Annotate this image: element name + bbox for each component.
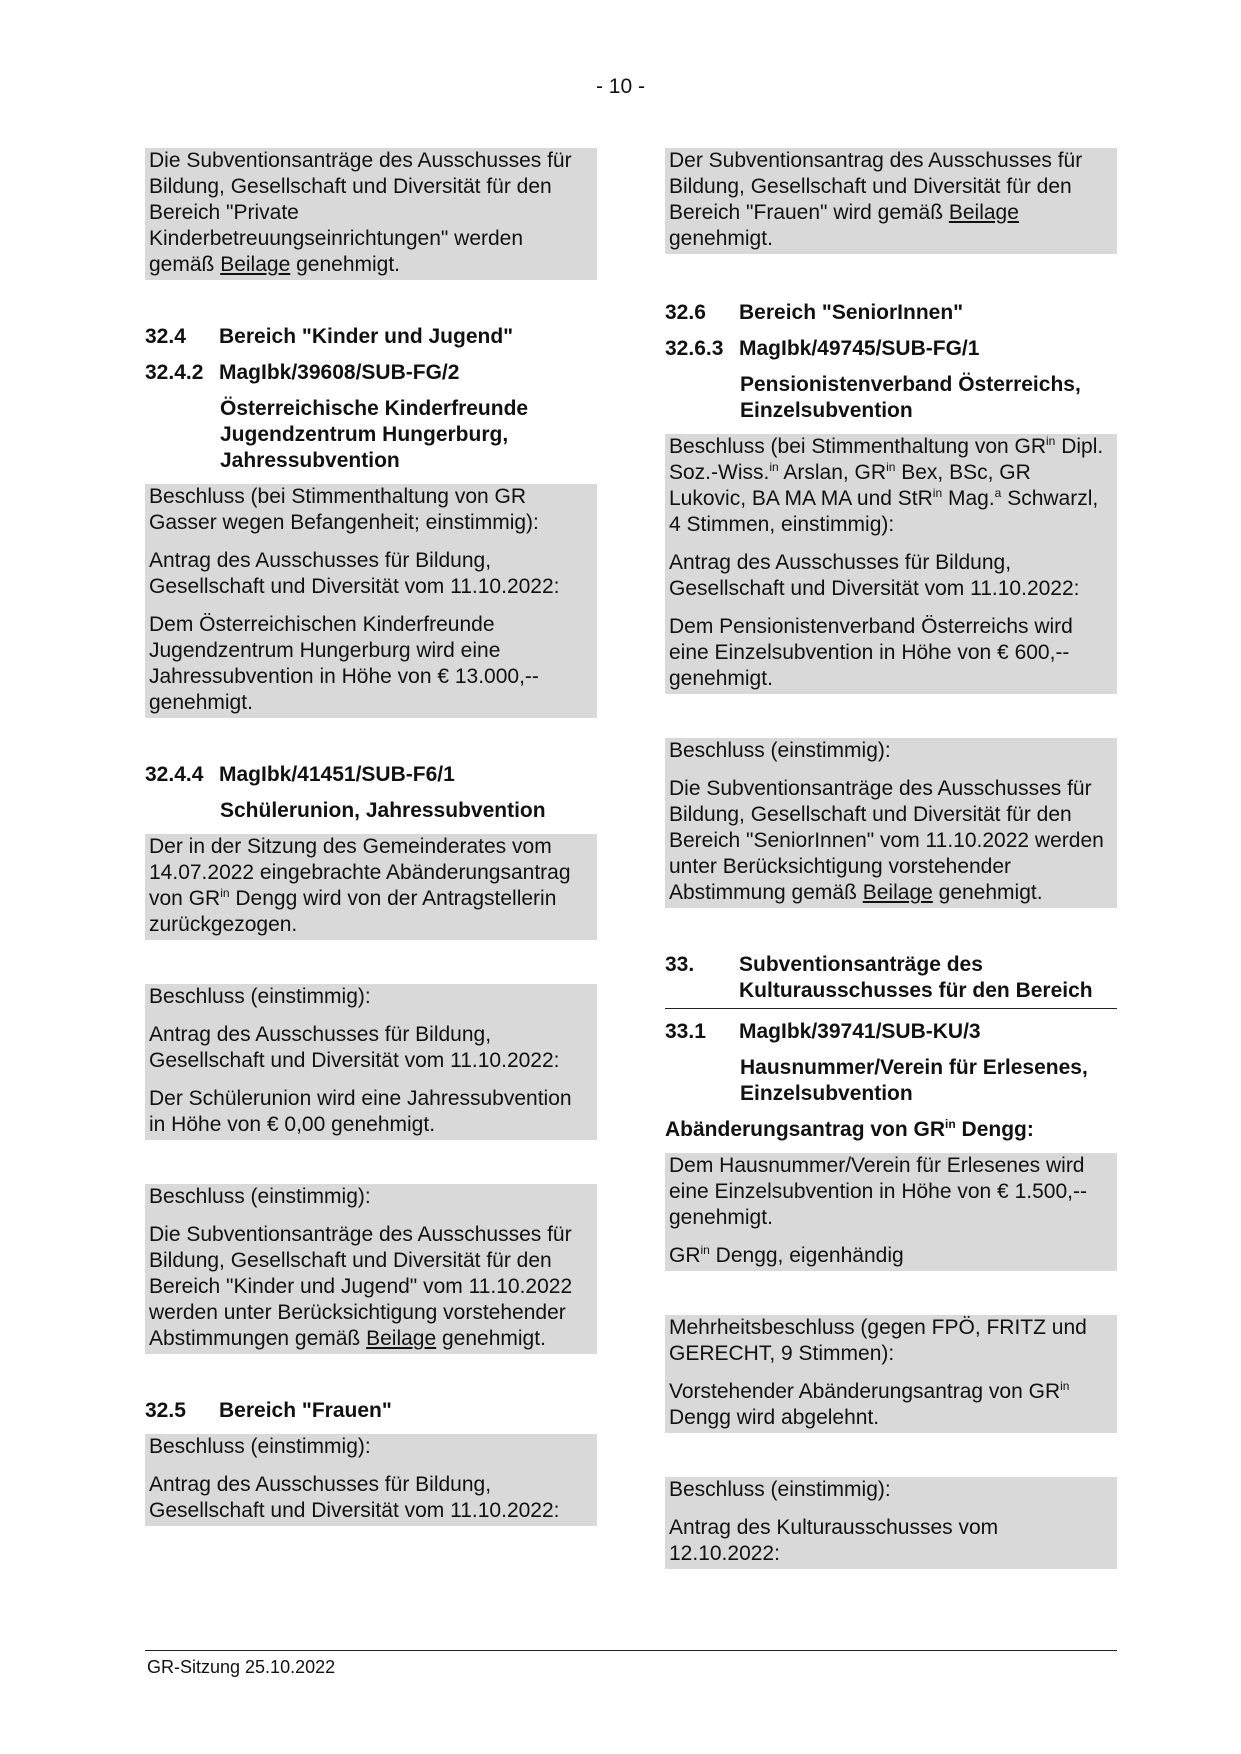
section-heading-32-4-4	[145, 762, 597, 788]
resolution-box-frauen-approval	[665, 148, 1117, 254]
section-subtitle: Hausnummer/Verein für Erlesenes, Einzelsubvention	[740, 1056, 1088, 1105]
paragraph: Die Subventionsanträge des Ausschusses für Bildung, Gesellschaft und Diversität für den Bereich "Private Kinderbetreuungseinrichtungen" werden gemäß Beilage genehmigt.	[149, 149, 572, 276]
section-number: 33.1	[665, 1020, 706, 1043]
section-title: MagIbk/39608/SUB-FG/2	[219, 361, 460, 384]
footer-divider	[145, 1650, 1117, 1651]
section-subtitle: Österreichische Kinderfreunde Jugendzentrum Hungerburg, Jahressubvention	[220, 397, 529, 472]
paragraph: Dem Österreichischen Kinderfreunde Jugendzentrum Hungerburg wird eine Jahressubvention in Höhe von € 13.000,-- genehmigt.	[149, 613, 539, 714]
resolution-box-kinder-jugend	[145, 1184, 597, 1354]
paragraph: Der in der Sitzung des Gemeinderates vom 14.07.2022 eingebrachte Abänderungsantrag von $GR^{in}$ Dengg wird von der Antragstellerin zurückgezogen.	[149, 835, 571, 936]
paragraph: Antrag des Ausschusses für Bildung, Gesellschaft und Diversität vom 11.10.2022:	[149, 1473, 560, 1522]
beilage-link[interactable]: Beilage	[862, 881, 933, 904]
section-number: 33.	[665, 953, 695, 976]
section-title: MagIbk/39741/SUB-KU/3	[739, 1020, 981, 1043]
page-number: - 10 -	[595, 75, 645, 98]
left-column	[145, 148, 597, 1526]
section-subtitle: Schülerunion, Jahressubvention	[220, 799, 546, 822]
resolution-box-pensionistenverband	[665, 434, 1117, 694]
beilage-link[interactable]: Beilage	[948, 201, 1019, 224]
paragraph: Beschluss (einstimmig):	[149, 1435, 371, 1458]
resolution-box-frauen	[145, 1434, 597, 1526]
paragraph: Beschluss (bei Stimmenthaltung von GR Gasser wegen Befangenheit; einstimmig):	[149, 485, 539, 534]
paragraph: Der Subventionsantrag des Ausschusses für Bildung, Gesellschaft und Diversität für den Bereich "Frauen" wird gemäß Beilage genehmigt.	[669, 149, 1083, 250]
beilage-link[interactable]: Beilage	[220, 253, 291, 276]
amendment-heading: Abänderungsantrag von $GR^{in}$ Dengg:	[665, 1117, 1034, 1141]
section-title: Bereich "Kinder und Jugend"	[219, 325, 514, 348]
paragraph: Beschluss (einstimmig):	[149, 1185, 371, 1208]
beilage-link[interactable]: Beilage	[366, 1327, 437, 1350]
section-heading-32-4-2	[145, 360, 597, 386]
resolution-box-private-childcare	[145, 148, 597, 280]
amendment-box	[665, 1153, 1117, 1271]
section-title: Bereich "SeniorInnen"	[739, 301, 964, 324]
section-heading-32-4	[145, 324, 597, 350]
paragraph: Beschluss (einstimmig):	[149, 985, 371, 1008]
section-title: MagIbk/41451/SUB-F6/1	[219, 763, 455, 786]
footer-session-date: GR-Sitzung 25.10.2022	[147, 1657, 336, 1677]
paragraph: Beschluss (einstimmig):	[669, 739, 891, 762]
paragraph: Dem Hausnummer/Verein für Erlesenes wird eine Einzelsubvention in Höhe von € 1.500,-- genehmigt.	[669, 1154, 1087, 1229]
paragraph: Die Subventionsanträge des Ausschusses für Bildung, Gesellschaft und Diversität für den Bereich "Kinder und Jugend" vom 11.10.2022 werden unter Berücksichtigung vorstehender Abstimmungen gemäß Beilage genehmigt.	[149, 1223, 573, 1350]
majority-resolution-box	[665, 1315, 1117, 1433]
resolution-box-seniorinnen	[665, 738, 1117, 908]
notice-box-amendment-withdrawn	[145, 834, 597, 940]
section-number: 32.6.3	[665, 337, 724, 360]
section-number: 32.4	[145, 325, 186, 348]
resolution-box-schuelerunion	[145, 984, 597, 1140]
paragraph: Antrag des Ausschusses für Bildung, Gesellschaft und Diversität vom 11.10.2022:	[669, 551, 1080, 600]
section-heading-32-6-3	[665, 336, 1117, 362]
section-title: MagIbk/49745/SUB-FG/1	[739, 337, 980, 360]
paragraph: Antrag des Ausschusses für Bildung, Gesellschaft und Diversität vom 11.10.2022:	[149, 1023, 560, 1072]
paragraph: Vorstehender Abänderungsantrag von $GR^{in}$ Dengg wird abgelehnt.	[669, 1379, 1070, 1429]
section-number: 32.4.2	[145, 361, 204, 384]
paragraph: $GR^{in}$ Dengg, eigenhändig	[669, 1243, 904, 1267]
paragraph: Dem Pensionistenverband Österreichs wird eine Einzelsubvention in Höhe von € 600,-- genehmigt.	[669, 615, 1073, 690]
paragraph: Beschluss (bei Stimmenthaltung von $GR^{in}$ Dipl. Soz.-Wiss.$^{in}$ Arslan, $GR^{in}$ Bex, BSc, GR Lukovic, BA MA MA und StR$^{in}$ Mag.$^a$ Schwarzl, 4 Stimmen, einstimmig):	[669, 434, 1104, 536]
section-number: 32.4.4	[145, 763, 204, 786]
resolution-box-kinderfreunde	[145, 484, 597, 718]
paragraph: Der Schülerunion wird eine Jahressubvention in Höhe von € 0,00 genehmigt.	[149, 1087, 572, 1136]
section-heading-32-6	[665, 300, 1117, 326]
paragraph: Antrag des Ausschusses für Bildung, Gesellschaft und Diversität vom 11.10.2022:	[149, 549, 560, 598]
section-heading-32-5	[145, 1398, 597, 1424]
resolution-box-kultur	[665, 1477, 1117, 1569]
paragraph: Die Subventionsanträge des Ausschusses für Bildung, Gesellschaft und Diversität für den Bereich "SeniorInnen" vom 11.10.2022 werden unter Berücksichtigung vorstehender Abstimmung gemäß Beilage genehmigt.	[669, 777, 1104, 904]
paragraph: Beschluss (einstimmig):	[669, 1478, 891, 1501]
section-number: 32.5	[145, 1399, 186, 1422]
section-number: 32.6	[665, 301, 706, 324]
section-subtitle: Pensionistenverband Österreichs, Einzelsubvention	[740, 373, 1081, 422]
right-column	[665, 148, 1117, 1569]
paragraph: Mehrheitsbeschluss (gegen FPÖ, FRITZ und GERECHT, 9 Stimmen):	[669, 1316, 1087, 1365]
section-title: Subventionsanträge des Kulturausschusses für den Bereich	[739, 953, 1093, 1002]
paragraph: Antrag des Kulturausschusses vom 12.10.2022:	[669, 1516, 999, 1565]
section-title: Bereich "Frauen"	[219, 1399, 392, 1422]
section-heading-33-1	[665, 1019, 1117, 1045]
section-heading-33	[665, 952, 1117, 1009]
